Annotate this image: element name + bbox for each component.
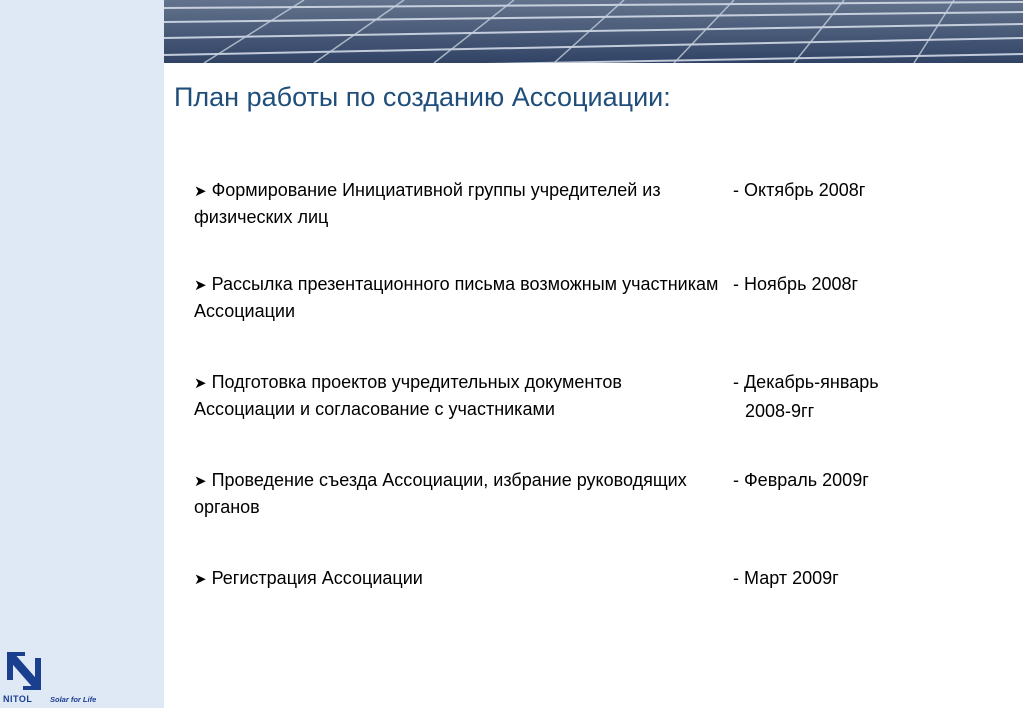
plan-item xyxy=(194,178,724,229)
plan-item xyxy=(194,566,724,593)
plan-date-text: - Октябрь 2008г xyxy=(733,180,866,200)
plan-item-text: Рассылка презентационного письма возможным участникам Ассоциации xyxy=(194,274,719,321)
arrow-bullet-icon: ➤ xyxy=(194,473,207,490)
logo-tagline: Solar for Life xyxy=(50,695,97,704)
logo-wordmark: NITOL xyxy=(3,694,33,704)
arrow-bullet-icon: ➤ xyxy=(194,277,207,294)
plan-item-date xyxy=(733,272,1013,297)
arrow-bullet-icon: ➤ xyxy=(194,571,207,588)
arrow-bullet-icon: ➤ xyxy=(194,375,207,392)
left-sidebar xyxy=(0,0,164,708)
page-title: План работы по созданию Ассоциации: xyxy=(174,82,671,112)
plan-item-date xyxy=(733,468,1013,493)
plan-item-text: Подготовка проектов учредительных документов Ассоциации и согласование с участниками xyxy=(194,372,622,419)
plan-item-text: Формирование Инициативной группы учредителей из физических лиц xyxy=(194,180,661,227)
plan-item xyxy=(194,370,724,421)
plan-date-text: - Март 2009г xyxy=(733,568,839,588)
plan-item-text: Проведение съезда Ассоциации, избрание руководящих органов xyxy=(194,470,687,517)
plan-date-text: - Ноябрь 2008г xyxy=(733,274,859,294)
solar-panel-banner xyxy=(164,0,1023,63)
plan-item-text: Регистрация Ассоциации xyxy=(211,568,423,588)
plan-item xyxy=(194,272,724,323)
plan-date-text: - Февраль 2009г xyxy=(733,470,869,490)
plan-date-text-line2: 2008-9гг xyxy=(745,400,815,421)
nitol-n-mark-icon xyxy=(3,650,47,692)
plan-item-date xyxy=(733,566,1013,591)
plan-date-text: - Декабрь-январь xyxy=(733,372,879,392)
plan-item-date xyxy=(733,178,1013,203)
plan-item-date xyxy=(733,370,1013,423)
arrow-bullet-icon: ➤ xyxy=(194,183,207,200)
nitol-logo xyxy=(3,650,123,706)
plan-item xyxy=(194,468,724,519)
